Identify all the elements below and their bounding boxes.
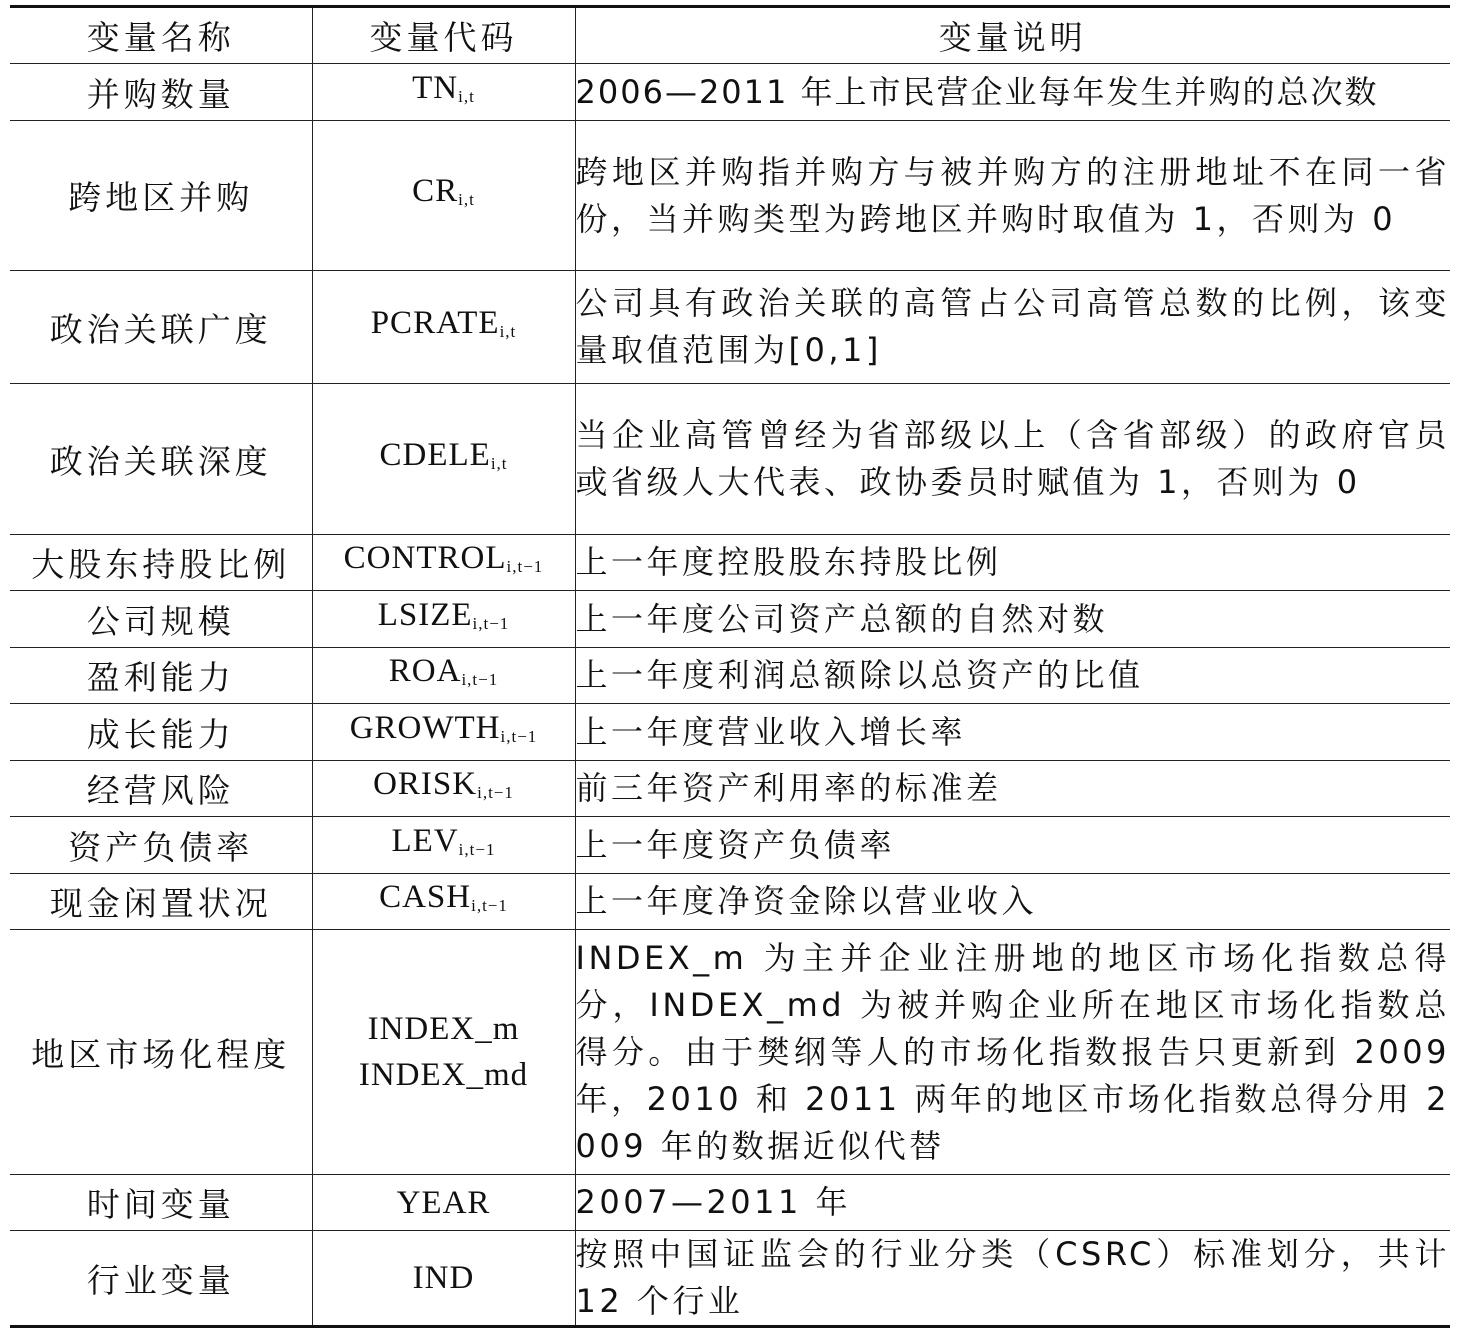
variable-definition-table bbox=[10, 5, 1450, 1328]
variable-name: 盈利能力 bbox=[10, 648, 312, 704]
variable-description: 上一年度营业收入增长率 bbox=[575, 704, 1450, 761]
variable-code bbox=[312, 591, 575, 648]
variable-name: 大股东持股比例 bbox=[10, 535, 312, 591]
table-row bbox=[10, 591, 1450, 648]
variable-description: 上一年度控股股东持股比例 bbox=[575, 535, 1450, 591]
header-variable-name: 变量名称 bbox=[10, 7, 312, 64]
variable-code bbox=[312, 817, 575, 874]
table-row bbox=[10, 648, 1450, 704]
code-subscript: i,t−1 bbox=[500, 726, 538, 746]
table-row bbox=[10, 1175, 1450, 1231]
variable-code bbox=[312, 121, 575, 271]
variable-description: 上一年度利润总额除以总资产的比值 bbox=[575, 648, 1450, 704]
variable-description: 前三年资产利用率的标准差 bbox=[575, 761, 1450, 817]
code-secondary: INDEX_md bbox=[358, 1057, 529, 1093]
variable-description: 2007—2011 年 bbox=[575, 1175, 1450, 1231]
code-main: GROWTH bbox=[349, 709, 501, 746]
variable-description: 公司具有政治关联的高管占公司高管总数的比例，该变量取值范围为[0,1] bbox=[575, 271, 1450, 384]
code-main: LSIZE bbox=[377, 596, 473, 633]
table-row bbox=[10, 64, 1450, 121]
variable-description: 当企业高管曾经为省部级以上（含省部级）的政府官员或省级人大代表、政协委员时赋值为 1，否则为 0 bbox=[575, 384, 1450, 535]
code-subscript: i,t−1 bbox=[477, 783, 514, 802]
variable-name: 并购数量 bbox=[10, 64, 312, 121]
code-subscript: i,t−1 bbox=[506, 557, 544, 576]
code-subscript: i,t−1 bbox=[458, 839, 496, 859]
table-row bbox=[10, 930, 1450, 1175]
table-row bbox=[10, 704, 1450, 761]
table-header-row bbox=[10, 7, 1450, 64]
code-main: CONTROL bbox=[343, 540, 507, 576]
variable-code bbox=[312, 64, 575, 121]
code-main: CR bbox=[412, 173, 459, 209]
variable-description: 上一年度资产负债率 bbox=[575, 817, 1450, 874]
code-subscript: i,t−1 bbox=[471, 896, 508, 915]
code-subscript: i,t bbox=[499, 321, 517, 341]
variable-name: 资产负债率 bbox=[10, 817, 312, 874]
table-row bbox=[10, 817, 1450, 874]
code-subscript: i,t−1 bbox=[472, 613, 510, 633]
table-row bbox=[10, 121, 1450, 271]
table-row bbox=[10, 384, 1450, 535]
variable-name: 地区市场化程度 bbox=[10, 930, 312, 1175]
variable-code bbox=[312, 648, 575, 704]
variable-description: 按照中国证监会的行业分类（CSRC）标准划分，共计 12 个行业 bbox=[575, 1231, 1450, 1327]
code-main: PCRATE bbox=[370, 304, 500, 341]
variable-code bbox=[312, 930, 575, 1175]
variable-name: 经营风险 bbox=[10, 761, 312, 817]
variable-code: YEAR bbox=[312, 1175, 575, 1231]
header-variable-description: 变量说明 bbox=[575, 7, 1450, 64]
variable-name: 政治关联广度 bbox=[10, 271, 312, 384]
code-subscript: i,t bbox=[490, 453, 508, 473]
code-subscript: i,t bbox=[458, 190, 475, 209]
table-row bbox=[10, 1231, 1450, 1327]
variable-code bbox=[312, 271, 575, 384]
variable-name: 行业变量 bbox=[10, 1231, 312, 1327]
variable-code bbox=[312, 704, 575, 761]
table-row bbox=[10, 271, 1450, 384]
code-main: TN bbox=[412, 69, 459, 106]
variable-code bbox=[312, 384, 575, 535]
variable-name: 跨地区并购 bbox=[10, 121, 312, 271]
variable-name: 公司规模 bbox=[10, 591, 312, 648]
code-main: ROA bbox=[388, 653, 462, 689]
code-main: CDELE bbox=[379, 436, 491, 473]
table-row bbox=[10, 874, 1450, 930]
code-main: INDEX_m bbox=[367, 1011, 520, 1047]
variable-description: INDEX_m 为主并企业注册地的地区市场化指数总得分，INDEX_md 为被并购企业所在地区市场化指数总得分。由于樊纲等人的市场化指数报告只更新到 2009 年，2010 和 2011 两年的地区市场化指数总得分用 2009 年的数据近似代替 bbox=[575, 930, 1450, 1175]
variable-description: 上一年度净资金除以营业收入 bbox=[575, 874, 1450, 930]
variable-code bbox=[312, 874, 575, 930]
variable-code: IND bbox=[312, 1231, 575, 1327]
variable-name: 时间变量 bbox=[10, 1175, 312, 1231]
variable-name: 政治关联深度 bbox=[10, 384, 312, 535]
code-main: ORISK bbox=[373, 766, 478, 802]
code-main: LEV bbox=[391, 822, 459, 859]
variable-name: 现金闲置状况 bbox=[10, 874, 312, 930]
variable-code bbox=[312, 761, 575, 817]
table-row bbox=[10, 761, 1450, 817]
variable-code bbox=[312, 535, 575, 591]
code-subscript: i,t−1 bbox=[461, 670, 499, 689]
code-main: CASH bbox=[379, 879, 472, 915]
code-subscript: i,t bbox=[458, 86, 475, 106]
header-variable-code: 变量代码 bbox=[312, 7, 575, 64]
variable-description: 跨地区并购指并购方与被并购方的注册地址不在同一省份，当并购类型为跨地区并购时取值为 1，否则为 0 bbox=[575, 121, 1450, 271]
variable-description: 2006—2011 年上市民营企业每年发生并购的总次数 bbox=[575, 64, 1450, 121]
table-row bbox=[10, 535, 1450, 591]
variable-table-page bbox=[10, 5, 1450, 1328]
variable-name: 成长能力 bbox=[10, 704, 312, 761]
variable-description: 上一年度公司资产总额的自然对数 bbox=[575, 591, 1450, 648]
